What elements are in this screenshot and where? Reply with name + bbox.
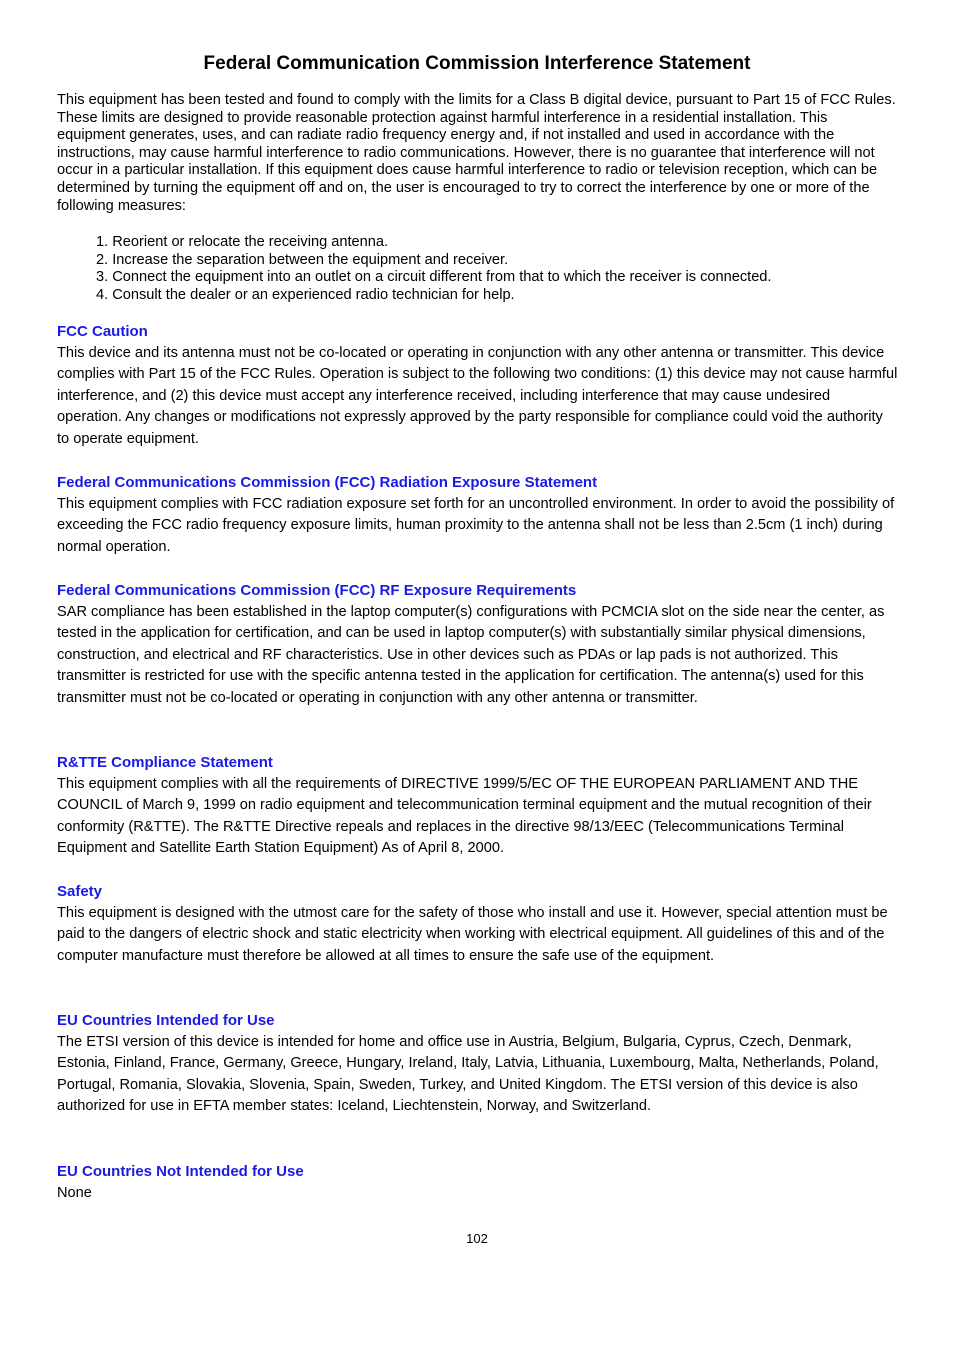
section-body: This device and its antenna must not be co-located or operating in conjunction with any other antenna or transmitter. This device complies with Part 15 of the FCC Rules. Operation is subject to the following two conditions: (1) this device may not cause harmful interference, and (2) this device must accept any interference received, including interference that may cause undesired operation. Any changes or modifications not expressly approved by the party responsible for compliance could void the authority to operate equipment. — [57, 344, 898, 447]
section-heading: EU Countries Not Intended for Use — [57, 1163, 304, 1180]
list-item: 2. Increase the separation between the equipment and receiver. — [96, 251, 509, 268]
list-item: 3. Connect the equipment into an outlet on a circuit different from that to which the receiver is connected. — [96, 269, 772, 285]
page-title: Federal Communication Commission Interference Statement — [203, 53, 751, 74]
section-eu-not-intended — [57, 1161, 899, 1204]
section-fcc-caution — [57, 321, 899, 451]
section-body: None — [57, 1184, 92, 1201]
section-heading: Federal Communications Commission (FCC) Radiation Exposure Statement — [57, 474, 598, 491]
section-safety — [57, 881, 899, 967]
section-heading: Safety — [57, 883, 103, 900]
page-number: 102 — [466, 1231, 488, 1246]
section-body: SAR compliance has been established in the laptop computer(s) configurations with PCMCIA slot on the side near the center, as tested in the application for certification, and can be used in laptop computer(s) with substantially similar physical dimensions, construction, and electrical and RF characteristics. Use in other devices such as PDAs or lap pads is not authorized. This transmitter is restricted for use with the specific antenna tested in the application for certification. The antenna(s) used for this transmitter must not be co-located or operating in conjunction with any other antenna or transmitter. — [57, 603, 885, 706]
section-body: This equipment is designed with the utmost care for the safety of those who install and use it. However, special attention must be paid to the dangers of electric shock and static electricity when working with electrical equipment. All guidelines of this and of the computer manufacture must therefore be allowed at all times to ensure the safe use of the equipment. — [57, 904, 888, 964]
section-body: This equipment complies with all the requirements of DIRECTIVE 1999/5/EC OF THE EUROPEAN PARLIAMENT AND THE COUNCIL of March 9, 1999 on radio equipment and telecommunication terminal equipment and the mutual recognition of their conformity (R&TTE). The R&TTE Directive repeals and replaces in the directive 98/13/EEC (Telecommunications Terminal Equipment and Satellite Earth Station Equipment) As of April 8, 2000. — [57, 775, 872, 857]
section-body: The ETSI version of this device is intended for home and office use in Austria, Belgium, Bulgaria, Cyprus, Czech, Denmark, Estonia, Finland, France, Germany, Greece, Hungary, Ireland, Italy, Latvia, Lithuania, Luxembourg, Malta, Netherlands, Poland, Portugal, Romania, Slovakia, Slovenia, Spain, Sweden, Turkey, and United Kingdom. The ETSI version of this device is also authorized for use in EFTA member states: Iceland, Liechtenstein, Norway, and Switzerland. — [57, 1033, 879, 1115]
section-body: This equipment complies with FCC radiation exposure set forth for an uncontrolled environment. In order to avoid the possibility of exceeding the FCC radio frequency exposure limits, human proximity to the antenna shall not be less than 2.5cm (1 inch) during normal operation. — [57, 495, 895, 555]
section-heading: EU Countries Intended for Use — [57, 1012, 275, 1029]
section-eu-intended — [57, 1010, 899, 1118]
section-heading: FCC Caution — [57, 323, 148, 340]
section-rf-exposure — [57, 580, 899, 710]
list-item: 4. Consult the dealer or an experienced radio technician for help. — [96, 286, 515, 303]
list-item: 1. Reorient or relocate the receiving antenna. — [96, 234, 389, 250]
section-radiation-exposure — [57, 472, 899, 558]
measures-list — [96, 234, 896, 304]
intro-paragraph: This equipment has been tested and found to comply with the limits for a Class B digital device, pursuant to Part 15 of FCC Rules. These limits are designed to provide reasonable protection against harmful interference in a residential installation. This equipment generates, uses, and can radiate radio frequency energy and, if not installed and used in accordance with the instructions, may cause harmful interference to radio communications. However, there is no guarantee that interference will not occur in a particular installation. If this equipment does cause harmful interference to radio or television reception, which can be determined by turning the equipment off and on, the user is encouraged to try to correct the interference by one or more of the following measures: — [57, 92, 896, 214]
section-heading: R&TTE Compliance Statement — [57, 754, 273, 771]
section-heading: Federal Communications Commission (FCC) RF Exposure Requirements — [57, 582, 577, 599]
section-rtte-compliance — [57, 752, 899, 860]
